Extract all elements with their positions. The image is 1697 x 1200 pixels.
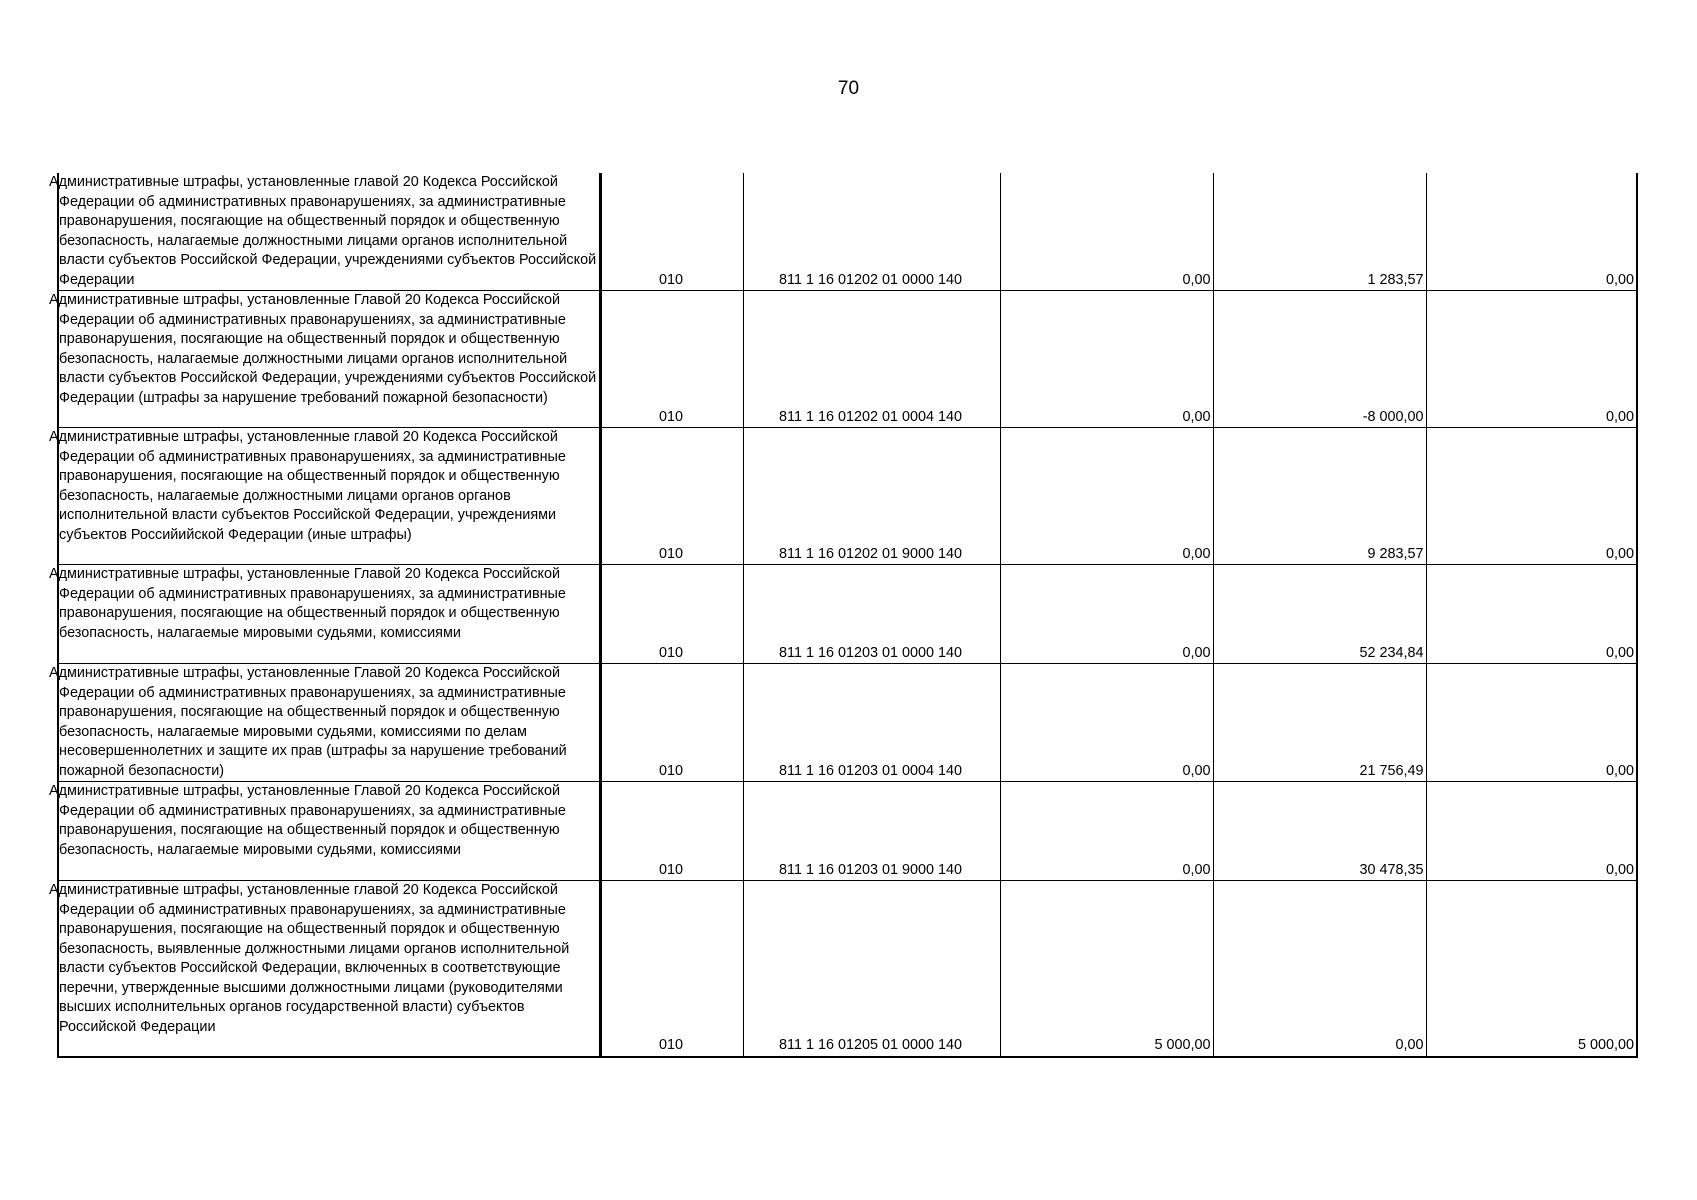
row-value-3: 5 000,00: [1426, 881, 1637, 1057]
row-value-2: 1 283,57: [1213, 173, 1426, 291]
row-value-1: 0,00: [1000, 782, 1213, 881]
row-budget-code: 811 1 16 01202 01 9000 140: [743, 428, 1000, 565]
row-budget-code: 811 1 16 01203 01 0004 140: [743, 664, 1000, 782]
row-value-2: 0,00: [1213, 881, 1426, 1057]
row-value-2: 21 756,49: [1213, 664, 1426, 782]
row-value-2: -8 000,00: [1213, 291, 1426, 428]
page-number: 70: [837, 78, 860, 99]
row-name: Административные штрафы, установленные главой 20 Кодекса Российской Федерации об административных правонарушениях, за административные правонарушения, посягающие на общественный порядок и общественную безопасность, налагаемые должностными лицами органов органов исполнительной власти субъектов Российской Федерации, учреждениями субъектов Российийской Федерации (иные штрафы): [58, 428, 600, 565]
row-value-3: 0,00: [1426, 428, 1637, 565]
row-value-1: 0,00: [1000, 664, 1213, 782]
row-line-code: 010: [600, 881, 743, 1057]
row-value-3: 0,00: [1426, 664, 1637, 782]
row-name: Административные штрафы, установленные Главой 20 Кодекса Российской Федерации об административных правонарушениях, за административные правонарушения, посягающие на общественный порядок и общественную безопасность, налагаемые мировыми судьями, комиссиями по делам несовершеннолетних и защите их прав (штрафы за нарушение требований пожарной безопасности): [58, 664, 600, 782]
table-row: [58, 291, 1637, 428]
row-budget-code: 811 1 16 01203 01 9000 140: [743, 782, 1000, 881]
table-row: [58, 881, 1637, 1057]
row-budget-code: 811 1 16 01205 01 0000 140: [743, 881, 1000, 1057]
row-value-1: 0,00: [1000, 291, 1213, 428]
table-row: [58, 782, 1637, 881]
row-name: Административные штрафы, установленные Главой 20 Кодекса Российской Федерации об административных правонарушениях, за административные правонарушения, посягающие на общественный порядок и общественную безопасность, налагаемые мировыми судьями, комиссиями: [58, 782, 600, 881]
row-name: Административные штрафы, установленные Главой 20 Кодекса Российской Федерации об административных правонарушениях, за административные правонарушения, посягающие на общественный порядок и общественную безопасность, налагаемые мировыми судьями, комиссиями: [58, 565, 600, 664]
row-value-1: 0,00: [1000, 173, 1213, 291]
row-line-code: 010: [600, 782, 743, 881]
row-name: Административные штрафы, установленные Главой 20 Кодекса Российской Федерации об административных правонарушениях, за административные правонарушения, посягающие на общественный порядок и общественную безопасность, налагаемые должностными лицами органов исполнительной власти субъектов Российской Федерации, учреждениями субъектов Российской Федерации (штрафы за нарушение требований пожарной безопасности): [58, 291, 600, 428]
row-budget-code: 811 1 16 01202 01 0004 140: [743, 291, 1000, 428]
table-row: [58, 173, 1637, 291]
row-value-1: 0,00: [1000, 565, 1213, 664]
table-row: [58, 565, 1637, 664]
revenue-table: [49, 173, 1638, 1058]
row-line-code: 010: [600, 565, 743, 664]
table-row: [58, 664, 1637, 782]
row-line-code: 010: [600, 428, 743, 565]
row-value-1: 0,00: [1000, 428, 1213, 565]
row-name: Административные штрафы, установленные главой 20 Кодекса Российской Федерации об административных правонарушениях, за административные правонарушения, посягающие на общественный порядок и общественную безопасность, выявленные должностными лицами органов исполнительной власти субъектов Российской Федерации, включенных в соответствующие перечни, утвержденные высшими должностными лицами (руководителями высших исполнительных органов государственной власти) субъектов Российской Федерации: [58, 881, 600, 1057]
row-name: Административные штрафы, установленные главой 20 Кодекса Российской Федерации об административных правонарушениях, за административные правонарушения, посягающие на общественный порядок и общественную безопасность, налагаемые должностными лицами органов исполнительной власти субъектов Российской Федерации, учреждениями субъектов Российской Федерации: [58, 173, 600, 291]
table-body: [49, 173, 1637, 1057]
row-line-code: 010: [600, 664, 743, 782]
row-value-3: 0,00: [1426, 565, 1637, 664]
row-budget-code: 811 1 16 01202 01 0000 140: [743, 173, 1000, 291]
row-budget-code: 811 1 16 01203 01 0000 140: [743, 565, 1000, 664]
row-line-code: 010: [600, 291, 743, 428]
row-value-3: 0,00: [1426, 782, 1637, 881]
row-value-3: 0,00: [1426, 291, 1637, 428]
row-value-2: 9 283,57: [1213, 428, 1426, 565]
row-value-3: 0,00: [1426, 173, 1637, 291]
table-row: [58, 428, 1637, 565]
row-line-code: 010: [600, 173, 743, 291]
row-value-2: 52 234,84: [1213, 565, 1426, 664]
row-value-2: 30 478,35: [1213, 782, 1426, 881]
row-value-1: 5 000,00: [1000, 881, 1213, 1057]
